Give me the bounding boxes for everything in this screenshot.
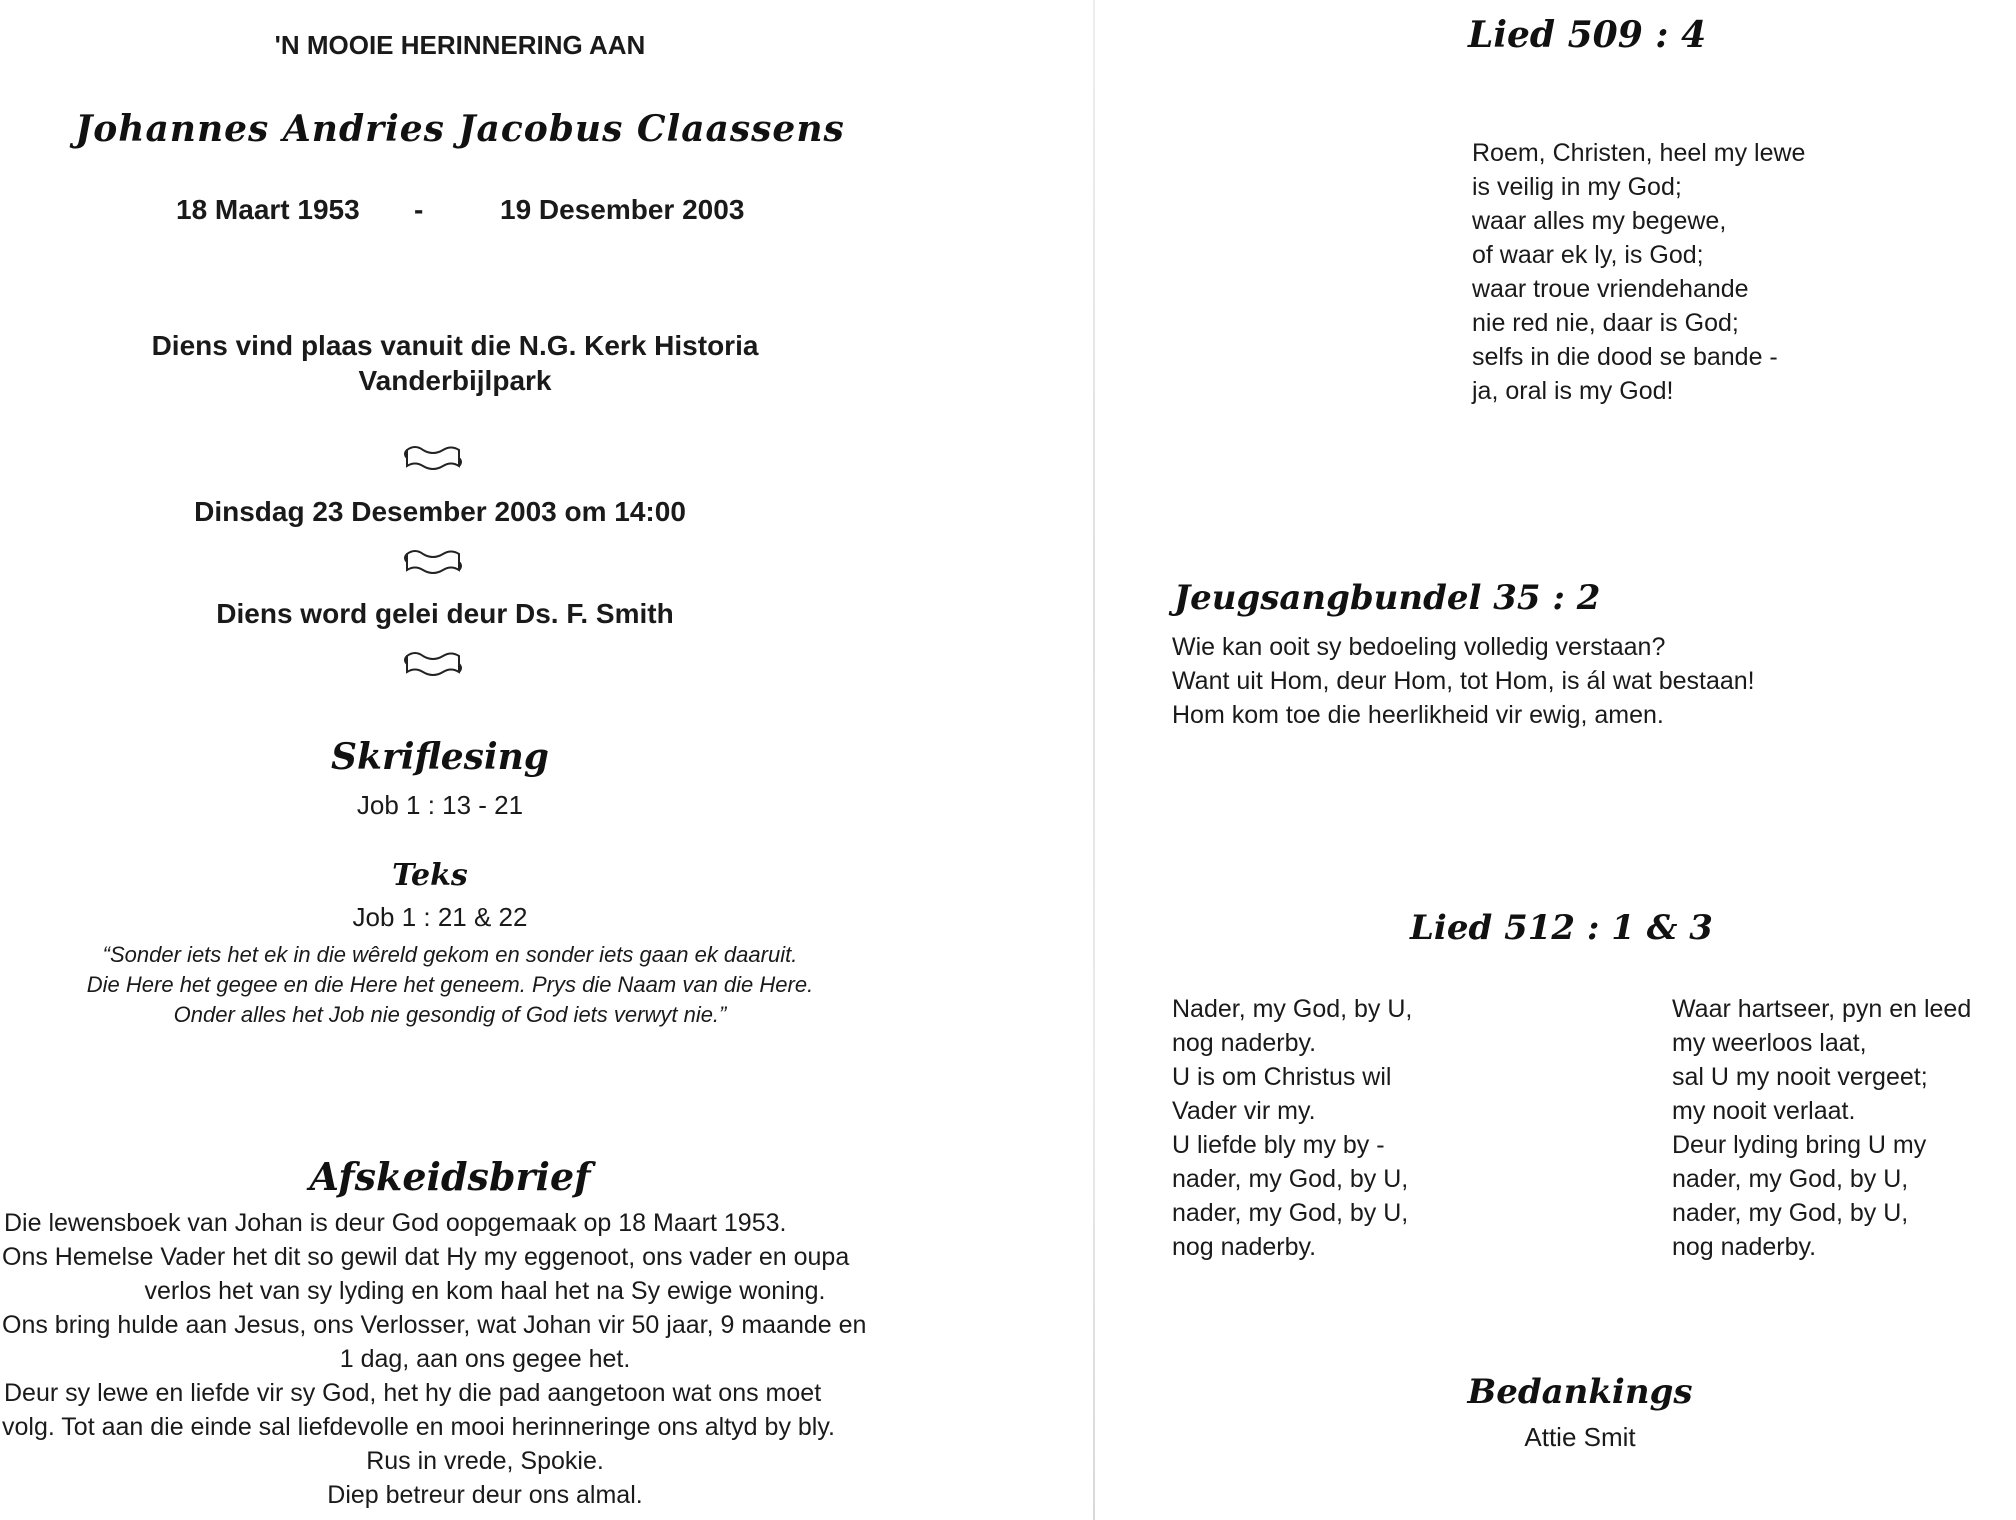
verse-line: nog naderby. bbox=[1672, 1233, 1817, 1261]
scroll-icon bbox=[401, 546, 465, 580]
hymn2-heading: Jeugsangbundel 35 : 2 bbox=[1174, 578, 1601, 618]
hymn2-verse bbox=[1172, 630, 1755, 732]
verse-line: waar alles my begewe, bbox=[1472, 207, 1727, 235]
farewell-line: verlos het van sy lyding en kom haal het na Sy ewige woning. bbox=[144, 1277, 826, 1305]
hymn3-verse3 bbox=[1672, 992, 1971, 1264]
deceased-name: Johannes Andries Jacobus Claassens bbox=[75, 108, 845, 150]
scroll-icon bbox=[401, 648, 465, 682]
verse-line: Hom kom toe die heerlikheid vir ewig, amen. bbox=[1172, 701, 1664, 729]
verse-line: Wie kan ooit sy bedoeling volledig verstaan? bbox=[1172, 633, 1666, 661]
verse-line: ja, oral is my God! bbox=[1472, 377, 1674, 405]
farewell-line: volg. Tot aan die einde sal liefdevolle en mooi herinneringe ons altyd by bly. bbox=[2, 1413, 835, 1441]
verse-line: my nooit verlaat. bbox=[1672, 1097, 1856, 1125]
verse-line: nader, my God, by U, bbox=[1172, 1165, 1409, 1193]
verse-line: my weerloos laat, bbox=[1672, 1029, 1867, 1057]
reading-heading: Skriflesing bbox=[331, 736, 549, 778]
verse-line: Waar hartseer, pyn en leed bbox=[1672, 995, 1972, 1023]
scroll-icon bbox=[401, 442, 465, 476]
farewell-line: Deur sy lewe en liefde vir sy God, het hy die pad aangetoon wat ons moet bbox=[4, 1379, 822, 1407]
verse-line: waar troue vriendehande bbox=[1472, 275, 1749, 303]
service-leader: Diens word gelei deur Ds. F. Smith bbox=[216, 598, 674, 629]
date-dash: - bbox=[414, 194, 424, 225]
text-heading: Teks bbox=[392, 858, 468, 893]
verse-line: nader, my God, by U, bbox=[1672, 1165, 1909, 1193]
farewell-line: Die lewensboek van Johan is deur God oopgemaak op 18 Maart 1953. bbox=[4, 1209, 787, 1237]
verse-line: Vader vir my. bbox=[1172, 1097, 1316, 1125]
verse-line: Roem, Christen, heel my lewe bbox=[1472, 139, 1806, 167]
verse-line: is veilig in my God; bbox=[1472, 173, 1682, 201]
verse-line: sal U my nooit vergeet; bbox=[1672, 1063, 1928, 1091]
verse-line: Want uit Hom, deur Hom, tot Hom, is ál wat bestaan! bbox=[1172, 667, 1755, 695]
verse-line: nog naderby. bbox=[1172, 1029, 1317, 1057]
hymn1-heading: Lied 509 : 4 bbox=[1468, 14, 1707, 56]
text-reference: Job 1 : 21 & 22 bbox=[352, 902, 528, 932]
quote-line: Onder alles het Job nie gesondig of God iets verwyt nie.” bbox=[173, 1002, 727, 1027]
farewell-letter bbox=[0, 1206, 970, 1512]
verse-line: of waar ek ly, is God; bbox=[1472, 241, 1704, 269]
hymn1-verse bbox=[1472, 136, 1805, 408]
death-date: 19 Desember 2003 bbox=[500, 194, 745, 225]
verse-line: selfs in die dood se bande - bbox=[1472, 343, 1778, 371]
service-datetime: Dinsdag 23 Desember 2003 om 14:00 bbox=[194, 496, 686, 527]
verse-line: nog naderby. bbox=[1172, 1233, 1317, 1261]
intro-line: 'N MOOIE HERINNERING AAN bbox=[274, 30, 646, 60]
verse-line: nader, my God, by U, bbox=[1172, 1199, 1409, 1227]
verse-line: U liefde bly my by - bbox=[1172, 1131, 1385, 1159]
thanks-name: Attie Smit bbox=[1524, 1422, 1636, 1452]
farewell-heading: Afskeidsbrief bbox=[309, 1154, 591, 1199]
farewell-line: Diep betreur deur ons almal. bbox=[327, 1481, 643, 1509]
verse-line: nader, my God, by U, bbox=[1672, 1199, 1909, 1227]
birth-date: 18 Maart 1953 bbox=[176, 194, 360, 225]
farewell-line: Rus in vrede, Spokie. bbox=[366, 1447, 604, 1475]
hymn3-heading: Lied 512 : 1 & 3 bbox=[1410, 908, 1713, 948]
verse-line: Deur lyding bring U my bbox=[1672, 1131, 1927, 1159]
verse-line: U is om Christus wil bbox=[1172, 1063, 1392, 1091]
farewell-line: Ons Hemelse Vader het dit so gewil dat Hy my eggenoot, ons vader en oupa bbox=[2, 1243, 850, 1271]
scripture-quote bbox=[20, 940, 880, 1030]
service-place-line2: Vanderbijlpark bbox=[358, 365, 552, 396]
verse-line: Nader, my God, by U, bbox=[1172, 995, 1413, 1023]
thanks-heading: Bedankings bbox=[1467, 1372, 1693, 1412]
hymn3-verse1 bbox=[1172, 992, 1412, 1264]
service-place-line1: Diens vind plaas vanuit die N.G. Kerk Historia bbox=[151, 330, 759, 361]
reading-reference: Job 1 : 13 - 21 bbox=[356, 790, 524, 820]
quote-line: Die Here het gegee en die Here het geneem. Prys die Naam van die Here. bbox=[86, 972, 814, 997]
verse-line: nie red nie, daar is God; bbox=[1472, 309, 1739, 337]
page-fold-divider bbox=[1093, 0, 1095, 1520]
farewell-line: 1 dag, aan ons gegee het. bbox=[339, 1345, 631, 1373]
quote-line: “Sonder iets het ek in die wêreld gekom en sonder iets gaan ek daaruit. bbox=[102, 942, 798, 967]
farewell-line: Ons bring hulde aan Jesus, ons Verlosser, wat Johan vir 50 jaar, 9 maande en bbox=[2, 1311, 867, 1339]
